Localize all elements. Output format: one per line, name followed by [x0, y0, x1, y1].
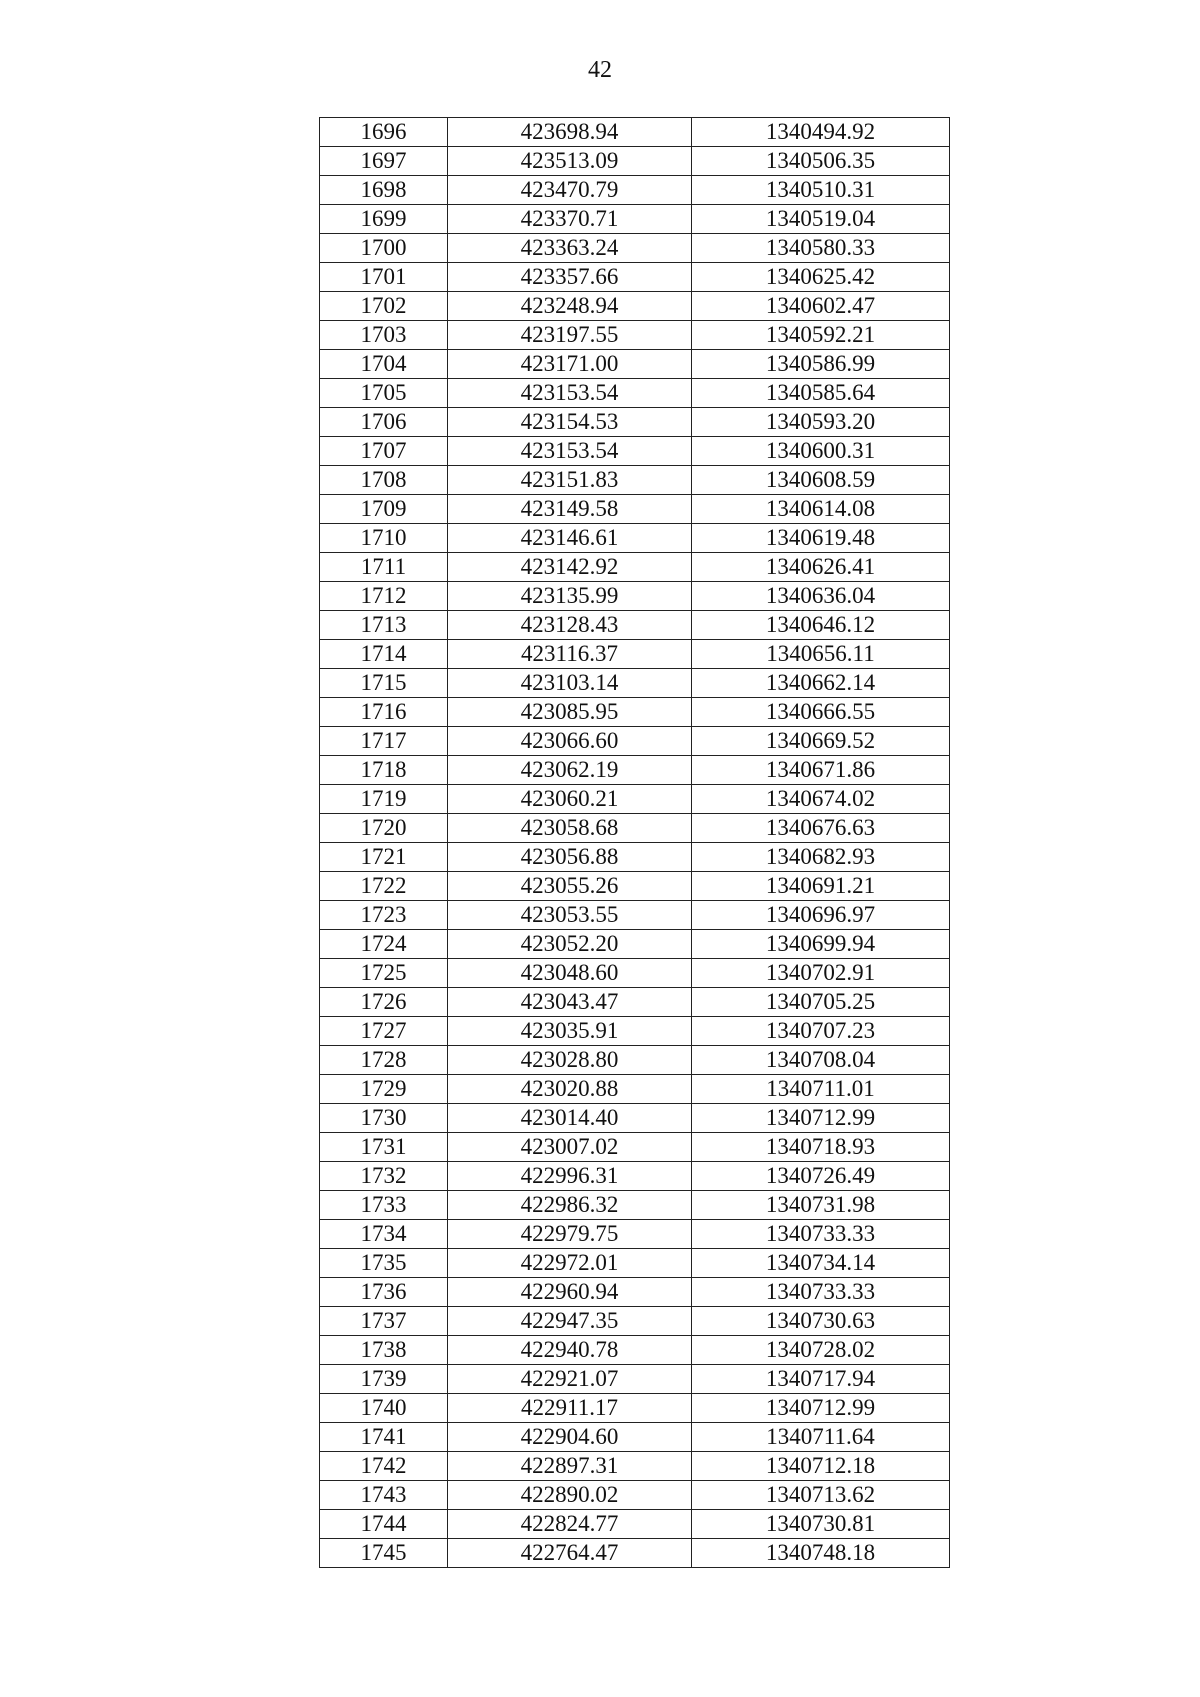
y-coordinate-cell: 1340671.86: [692, 756, 950, 785]
coordinates-table-body: [320, 118, 950, 1568]
x-coordinate-cell: 422824.77: [448, 1510, 692, 1539]
table-row: [320, 1539, 950, 1568]
x-coordinate-cell: 423053.55: [448, 901, 692, 930]
point-number-cell: 1732: [320, 1162, 448, 1191]
point-number-cell: 1737: [320, 1307, 448, 1336]
point-number-cell: 1740: [320, 1394, 448, 1423]
y-coordinate-cell: 1340600.31: [692, 437, 950, 466]
x-coordinate-cell: 423052.20: [448, 930, 692, 959]
table-row: [320, 292, 950, 321]
y-coordinate-cell: 1340682.93: [692, 843, 950, 872]
point-number-cell: 1730: [320, 1104, 448, 1133]
y-coordinate-cell: 1340656.11: [692, 640, 950, 669]
y-coordinate-cell: 1340674.02: [692, 785, 950, 814]
x-coordinate-cell: 422972.01: [448, 1249, 692, 1278]
y-coordinate-cell: 1340730.81: [692, 1510, 950, 1539]
point-number-cell: 1699: [320, 205, 448, 234]
y-coordinate-cell: 1340726.49: [692, 1162, 950, 1191]
x-coordinate-cell: 423142.92: [448, 553, 692, 582]
x-coordinate-cell: 422764.47: [448, 1539, 692, 1568]
y-coordinate-cell: 1340707.23: [692, 1017, 950, 1046]
y-coordinate-cell: 1340733.33: [692, 1278, 950, 1307]
x-coordinate-cell: 423513.09: [448, 147, 692, 176]
x-coordinate-cell: 423197.55: [448, 321, 692, 350]
point-number-cell: 1739: [320, 1365, 448, 1394]
x-coordinate-cell: 422940.78: [448, 1336, 692, 1365]
y-coordinate-cell: 1340506.35: [692, 147, 950, 176]
y-coordinate-cell: 1340669.52: [692, 727, 950, 756]
table-row: [320, 1336, 950, 1365]
y-coordinate-cell: 1340711.01: [692, 1075, 950, 1104]
table-row: [320, 408, 950, 437]
y-coordinate-cell: 1340510.31: [692, 176, 950, 205]
table-row: [320, 582, 950, 611]
x-coordinate-cell: 423048.60: [448, 959, 692, 988]
point-number-cell: 1713: [320, 611, 448, 640]
table-row: [320, 1423, 950, 1452]
point-number-cell: 1718: [320, 756, 448, 785]
table-row: [320, 698, 950, 727]
table-row: [320, 669, 950, 698]
table-row: [320, 524, 950, 553]
point-number-cell: 1733: [320, 1191, 448, 1220]
table-row: [320, 263, 950, 292]
x-coordinate-cell: 423062.19: [448, 756, 692, 785]
table-row: [320, 1046, 950, 1075]
x-coordinate-cell: 423085.95: [448, 698, 692, 727]
y-coordinate-cell: 1340593.20: [692, 408, 950, 437]
table-row: [320, 466, 950, 495]
table-row: [320, 118, 950, 147]
point-number-cell: 1712: [320, 582, 448, 611]
x-coordinate-cell: 422890.02: [448, 1481, 692, 1510]
point-number-cell: 1707: [320, 437, 448, 466]
x-coordinate-cell: 423146.61: [448, 524, 692, 553]
x-coordinate-cell: 423357.66: [448, 263, 692, 292]
x-coordinate-cell: 423151.83: [448, 466, 692, 495]
x-coordinate-cell: 422996.31: [448, 1162, 692, 1191]
x-coordinate-cell: 423363.24: [448, 234, 692, 263]
point-number-cell: 1723: [320, 901, 448, 930]
x-coordinate-cell: 422904.60: [448, 1423, 692, 1452]
y-coordinate-cell: 1340676.63: [692, 814, 950, 843]
point-number-cell: 1729: [320, 1075, 448, 1104]
table-row: [320, 843, 950, 872]
y-coordinate-cell: 1340699.94: [692, 930, 950, 959]
point-number-cell: 1708: [320, 466, 448, 495]
table-row: [320, 379, 950, 408]
point-number-cell: 1704: [320, 350, 448, 379]
point-number-cell: 1744: [320, 1510, 448, 1539]
y-coordinate-cell: 1340696.97: [692, 901, 950, 930]
x-coordinate-cell: 423066.60: [448, 727, 692, 756]
y-coordinate-cell: 1340602.47: [692, 292, 950, 321]
x-coordinate-cell: 423058.68: [448, 814, 692, 843]
y-coordinate-cell: 1340733.33: [692, 1220, 950, 1249]
point-number-cell: 1742: [320, 1452, 448, 1481]
point-number-cell: 1726: [320, 988, 448, 1017]
x-coordinate-cell: 423698.94: [448, 118, 692, 147]
x-coordinate-cell: 423370.71: [448, 205, 692, 234]
point-number-cell: 1725: [320, 959, 448, 988]
y-coordinate-cell: 1340691.21: [692, 872, 950, 901]
y-coordinate-cell: 1340731.98: [692, 1191, 950, 1220]
y-coordinate-cell: 1340646.12: [692, 611, 950, 640]
y-coordinate-cell: 1340728.02: [692, 1336, 950, 1365]
point-number-cell: 1724: [320, 930, 448, 959]
point-number-cell: 1696: [320, 118, 448, 147]
table-row: [320, 1075, 950, 1104]
x-coordinate-cell: 423154.53: [448, 408, 692, 437]
x-coordinate-cell: 423153.54: [448, 379, 692, 408]
y-coordinate-cell: 1340718.93: [692, 1133, 950, 1162]
table-row: [320, 1191, 950, 1220]
x-coordinate-cell: 422960.94: [448, 1278, 692, 1307]
x-coordinate-cell: 423116.37: [448, 640, 692, 669]
y-coordinate-cell: 1340580.33: [692, 234, 950, 263]
table-row: [320, 872, 950, 901]
point-number-cell: 1710: [320, 524, 448, 553]
table-row: [320, 321, 950, 350]
point-number-cell: 1738: [320, 1336, 448, 1365]
table-row: [320, 495, 950, 524]
point-number-cell: 1722: [320, 872, 448, 901]
x-coordinate-cell: 423153.54: [448, 437, 692, 466]
x-coordinate-cell: 423014.40: [448, 1104, 692, 1133]
x-coordinate-cell: 423248.94: [448, 292, 692, 321]
point-number-cell: 1731: [320, 1133, 448, 1162]
point-number-cell: 1702: [320, 292, 448, 321]
point-number-cell: 1711: [320, 553, 448, 582]
table-row: [320, 176, 950, 205]
y-coordinate-cell: 1340711.64: [692, 1423, 950, 1452]
x-coordinate-cell: 423007.02: [448, 1133, 692, 1162]
table-row: [320, 234, 950, 263]
table-row: [320, 901, 950, 930]
y-coordinate-cell: 1340592.21: [692, 321, 950, 350]
point-number-cell: 1741: [320, 1423, 448, 1452]
table-row: [320, 1307, 950, 1336]
table-row: [320, 1220, 950, 1249]
y-coordinate-cell: 1340748.18: [692, 1539, 950, 1568]
table-row: [320, 988, 950, 1017]
y-coordinate-cell: 1340585.64: [692, 379, 950, 408]
table-row: [320, 1452, 950, 1481]
x-coordinate-cell: 423149.58: [448, 495, 692, 524]
point-number-cell: 1709: [320, 495, 448, 524]
table-row: [320, 756, 950, 785]
x-coordinate-cell: 423470.79: [448, 176, 692, 205]
y-coordinate-cell: 1340734.14: [692, 1249, 950, 1278]
y-coordinate-cell: 1340625.42: [692, 263, 950, 292]
point-number-cell: 1697: [320, 147, 448, 176]
y-coordinate-cell: 1340702.91: [692, 959, 950, 988]
x-coordinate-cell: 423020.88: [448, 1075, 692, 1104]
table-row: [320, 1104, 950, 1133]
y-coordinate-cell: 1340666.55: [692, 698, 950, 727]
y-coordinate-cell: 1340712.99: [692, 1394, 950, 1423]
table-row: [320, 1365, 950, 1394]
table-row: [320, 1481, 950, 1510]
point-number-cell: 1701: [320, 263, 448, 292]
page-number: 42: [588, 57, 612, 83]
x-coordinate-cell: 423055.26: [448, 872, 692, 901]
x-coordinate-cell: 422986.32: [448, 1191, 692, 1220]
table-row: [320, 1394, 950, 1423]
table-row: [320, 785, 950, 814]
table-row: [320, 1510, 950, 1539]
coordinates-table: [319, 117, 950, 1568]
y-coordinate-cell: 1340619.48: [692, 524, 950, 553]
table-row: [320, 1162, 950, 1191]
table-row: [320, 205, 950, 234]
y-coordinate-cell: 1340712.18: [692, 1452, 950, 1481]
x-coordinate-cell: 423128.43: [448, 611, 692, 640]
table-row: [320, 727, 950, 756]
table-row: [320, 437, 950, 466]
point-number-cell: 1700: [320, 234, 448, 263]
y-coordinate-cell: 1340586.99: [692, 350, 950, 379]
point-number-cell: 1727: [320, 1017, 448, 1046]
table-row: [320, 814, 950, 843]
table-row: [320, 147, 950, 176]
table-row: [320, 1133, 950, 1162]
table-row: [320, 640, 950, 669]
x-coordinate-cell: 422921.07: [448, 1365, 692, 1394]
y-coordinate-cell: 1340626.41: [692, 553, 950, 582]
x-coordinate-cell: 422947.35: [448, 1307, 692, 1336]
point-number-cell: 1721: [320, 843, 448, 872]
x-coordinate-cell: 423060.21: [448, 785, 692, 814]
y-coordinate-cell: 1340708.04: [692, 1046, 950, 1075]
point-number-cell: 1719: [320, 785, 448, 814]
point-number-cell: 1714: [320, 640, 448, 669]
x-coordinate-cell: 423056.88: [448, 843, 692, 872]
point-number-cell: 1743: [320, 1481, 448, 1510]
y-coordinate-cell: 1340519.04: [692, 205, 950, 234]
x-coordinate-cell: 422897.31: [448, 1452, 692, 1481]
x-coordinate-cell: 423043.47: [448, 988, 692, 1017]
point-number-cell: 1706: [320, 408, 448, 437]
point-number-cell: 1735: [320, 1249, 448, 1278]
y-coordinate-cell: 1340608.59: [692, 466, 950, 495]
y-coordinate-cell: 1340730.63: [692, 1307, 950, 1336]
table-row: [320, 1278, 950, 1307]
x-coordinate-cell: 422979.75: [448, 1220, 692, 1249]
point-number-cell: 1703: [320, 321, 448, 350]
y-coordinate-cell: 1340662.14: [692, 669, 950, 698]
table-row: [320, 553, 950, 582]
point-number-cell: 1734: [320, 1220, 448, 1249]
table-row: [320, 930, 950, 959]
point-number-cell: 1715: [320, 669, 448, 698]
y-coordinate-cell: 1340636.04: [692, 582, 950, 611]
y-coordinate-cell: 1340712.99: [692, 1104, 950, 1133]
table-row: [320, 350, 950, 379]
point-number-cell: 1728: [320, 1046, 448, 1075]
point-number-cell: 1717: [320, 727, 448, 756]
x-coordinate-cell: 423103.14: [448, 669, 692, 698]
table-row: [320, 611, 950, 640]
table-row: [320, 959, 950, 988]
x-coordinate-cell: 423028.80: [448, 1046, 692, 1075]
y-coordinate-cell: 1340705.25: [692, 988, 950, 1017]
table-row: [320, 1017, 950, 1046]
point-number-cell: 1698: [320, 176, 448, 205]
y-coordinate-cell: 1340713.62: [692, 1481, 950, 1510]
point-number-cell: 1736: [320, 1278, 448, 1307]
point-number-cell: 1720: [320, 814, 448, 843]
point-number-cell: 1716: [320, 698, 448, 727]
point-number-cell: 1745: [320, 1539, 448, 1568]
y-coordinate-cell: 1340494.92: [692, 118, 950, 147]
y-coordinate-cell: 1340614.08: [692, 495, 950, 524]
y-coordinate-cell: 1340717.94: [692, 1365, 950, 1394]
point-number-cell: 1705: [320, 379, 448, 408]
table-row: [320, 1249, 950, 1278]
x-coordinate-cell: 423035.91: [448, 1017, 692, 1046]
x-coordinate-cell: 422911.17: [448, 1394, 692, 1423]
x-coordinate-cell: 423135.99: [448, 582, 692, 611]
x-coordinate-cell: 423171.00: [448, 350, 692, 379]
